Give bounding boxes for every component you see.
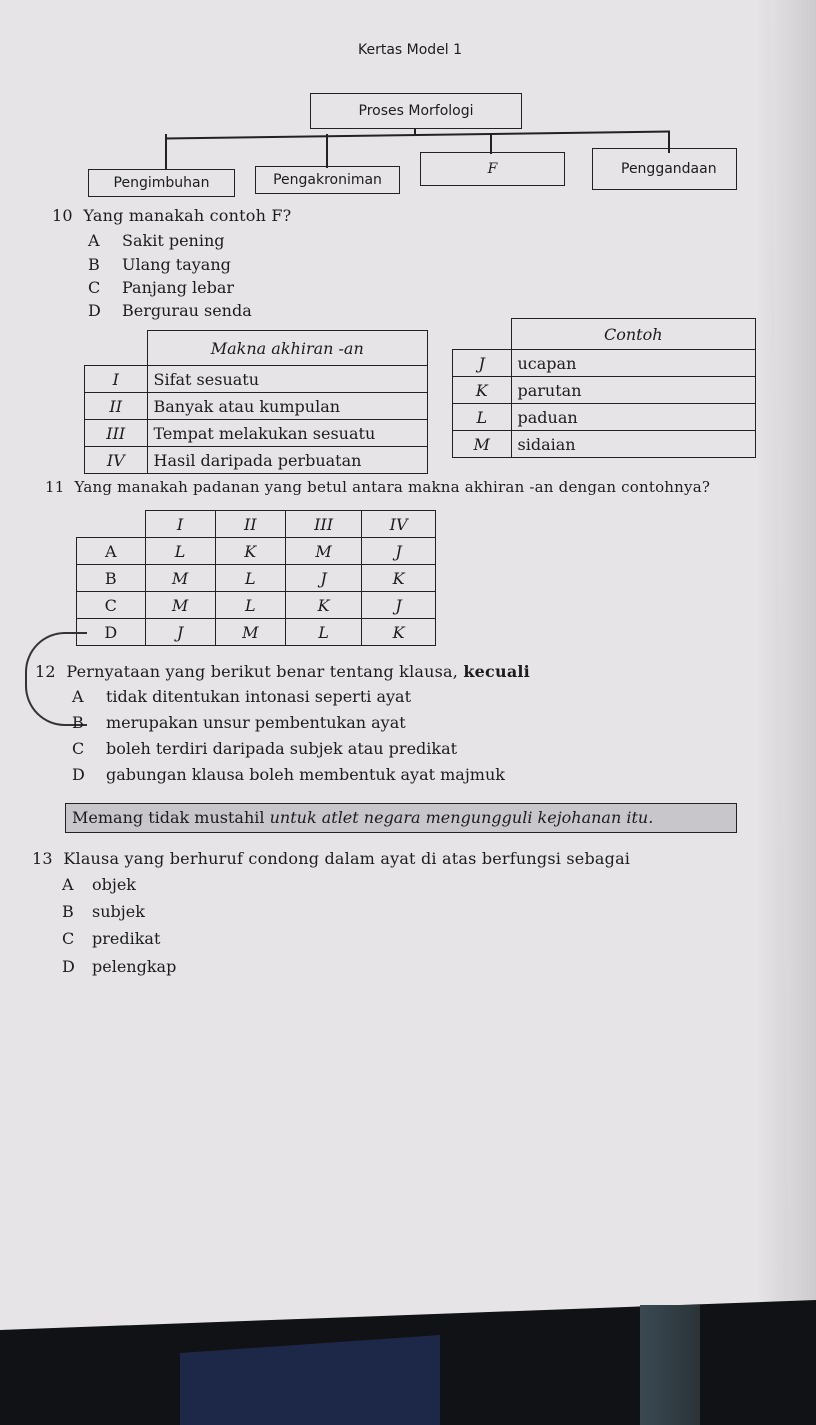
option-letter: B	[77, 565, 146, 592]
background-object	[640, 1305, 700, 1425]
contoh-cell: parutan	[511, 377, 756, 404]
question-number: 10	[52, 206, 73, 225]
column-header: II	[215, 511, 285, 538]
question-12	[35, 662, 530, 681]
option-letter: D	[62, 957, 75, 976]
table-row[interactable]	[77, 619, 436, 646]
key-cell: J	[453, 350, 512, 377]
option-letter: C	[88, 278, 101, 297]
question-number: 13	[32, 849, 53, 868]
connector	[326, 134, 328, 168]
grid-cell: J	[362, 592, 436, 619]
option-text: Bergurau senda	[122, 301, 252, 320]
option-text: boleh terdiri daripada subjek atau predikat	[106, 739, 458, 758]
grid-cell: J	[362, 538, 436, 565]
table-row	[453, 431, 756, 458]
table-row	[85, 366, 428, 393]
grid-cell: K	[362, 565, 436, 592]
sentence-plain: Memang tidak mustahil	[72, 808, 265, 827]
grid-cell: L	[285, 619, 361, 646]
contoh-cell: paduan	[511, 404, 756, 431]
table-row[interactable]	[77, 538, 436, 565]
option-letter: A	[77, 538, 146, 565]
option-text: objek	[92, 875, 136, 894]
option-letter: C	[72, 739, 85, 758]
option-text: tidak ditentukan intonasi seperti ayat	[106, 687, 411, 706]
grid-cell: M	[145, 592, 215, 619]
diagram-child-f: F	[420, 152, 565, 186]
makna-cell: Tempat melakukan sesuatu	[147, 420, 428, 447]
column-header: IV	[362, 511, 436, 538]
table-row	[85, 420, 428, 447]
makna-table	[84, 330, 428, 474]
option-letter: B	[88, 255, 100, 274]
q12-option-d[interactable]	[72, 765, 505, 784]
roman-cell: I	[85, 366, 148, 393]
penggandaan-label: Penggandaan	[621, 161, 717, 177]
connector	[165, 134, 167, 170]
grid-cell: L	[215, 592, 285, 619]
option-letter: B	[62, 902, 74, 921]
question-number: 11	[45, 478, 65, 496]
table-row[interactable]	[77, 592, 436, 619]
makna-cell: Sifat sesuatu	[147, 366, 428, 393]
diagram-child-penggandaan	[592, 148, 737, 190]
key-cell: M	[453, 431, 512, 458]
makna-header: Makna akhiran -an	[147, 331, 428, 366]
grid-cell: J	[145, 619, 215, 646]
diagram-child-pengimbuhan: Pengimbuhan	[88, 169, 235, 197]
connector	[490, 134, 492, 154]
grid-cell: M	[285, 538, 361, 565]
q10-option-a[interactable]	[88, 231, 225, 250]
grid-cell: L	[145, 538, 215, 565]
option-letter: C	[77, 592, 146, 619]
question-text: Klausa yang berhuruf condong dalam ayat di atas berfungsi sebagai	[63, 849, 631, 868]
q12-option-b[interactable]	[72, 713, 406, 732]
grid-cell: K	[285, 592, 361, 619]
diagram-child-pengakroniman: Pengakroniman	[255, 166, 400, 194]
question-13	[32, 849, 630, 868]
q12-option-c[interactable]	[72, 739, 457, 758]
grid-cell: K	[362, 619, 436, 646]
diagram-root: Proses Morfologi	[310, 93, 522, 129]
contoh-cell: sidaian	[511, 431, 756, 458]
sentence-italic: untuk atlet negara mengungguli kejohanan itu.	[269, 808, 654, 827]
key-cell: L	[453, 404, 512, 431]
grid-cell: K	[215, 538, 285, 565]
question-text: Yang manakah contoh F?	[83, 206, 292, 225]
question-text: Yang manakah padanan yang betul antara makna akhiran -an dengan contohnya?	[74, 478, 711, 496]
option-text: Panjang lebar	[122, 278, 235, 297]
table-row	[85, 447, 428, 474]
table-row	[453, 350, 756, 377]
q13-option-c[interactable]	[62, 929, 160, 948]
roman-cell: II	[85, 393, 148, 420]
option-text: subjek	[92, 902, 145, 921]
q13-option-b[interactable]	[62, 902, 145, 921]
table-row	[85, 393, 428, 420]
option-text: Sakit pening	[122, 231, 225, 250]
q12-option-a[interactable]	[72, 687, 411, 706]
q13-option-d[interactable]	[62, 957, 176, 976]
makna-cell: Hasil daripada perbuatan	[147, 447, 428, 474]
grid-cell: M	[145, 565, 215, 592]
column-header: I	[145, 511, 215, 538]
question-text: Pernyataan yang berikut benar tentang klausa,	[66, 662, 459, 681]
question-10	[52, 206, 291, 225]
roman-cell: IV	[85, 447, 148, 474]
option-text: gabungan klausa boleh membentuk ayat majmuk	[106, 765, 505, 784]
option-text: pelengkap	[92, 957, 177, 976]
table-row[interactable]	[77, 565, 436, 592]
grid-cell: M	[215, 619, 285, 646]
column-header: III	[285, 511, 361, 538]
q10-option-c[interactable]	[88, 278, 234, 297]
option-text: predikat	[92, 929, 161, 948]
q10-option-b[interactable]	[88, 255, 231, 274]
option-letter: B	[72, 713, 84, 732]
question-emphasis: kecuali	[463, 662, 530, 681]
key-cell: K	[453, 377, 512, 404]
option-text: merupakan unsur pembentukan ayat	[106, 713, 406, 732]
paper-title: Kertas Model 1	[358, 42, 463, 58]
option-letter: A	[62, 875, 74, 894]
page-edge-shadow	[756, 0, 816, 1340]
contoh-cell: ucapan	[511, 350, 756, 377]
table-row	[453, 377, 756, 404]
answer-grid	[76, 510, 436, 646]
grid-cell: J	[285, 565, 361, 592]
option-letter: A	[88, 231, 100, 250]
question-11	[45, 478, 710, 496]
makna-cell: Banyak atau kumpulan	[147, 393, 428, 420]
option-text: Ulang tayang	[122, 255, 231, 274]
roman-cell: III	[85, 420, 148, 447]
option-letter: D	[77, 619, 146, 646]
contoh-header: Contoh	[511, 319, 756, 350]
q13-option-a[interactable]	[62, 875, 136, 894]
q10-option-d[interactable]	[88, 301, 252, 320]
grid-cell: L	[215, 565, 285, 592]
option-letter: C	[62, 929, 75, 948]
option-letter: A	[72, 687, 84, 706]
option-letter: D	[88, 301, 101, 320]
option-letter: D	[72, 765, 85, 784]
contoh-table	[452, 318, 756, 458]
question-number: 12	[35, 662, 56, 681]
table-row	[453, 404, 756, 431]
stimulus-sentence-box	[65, 803, 737, 833]
